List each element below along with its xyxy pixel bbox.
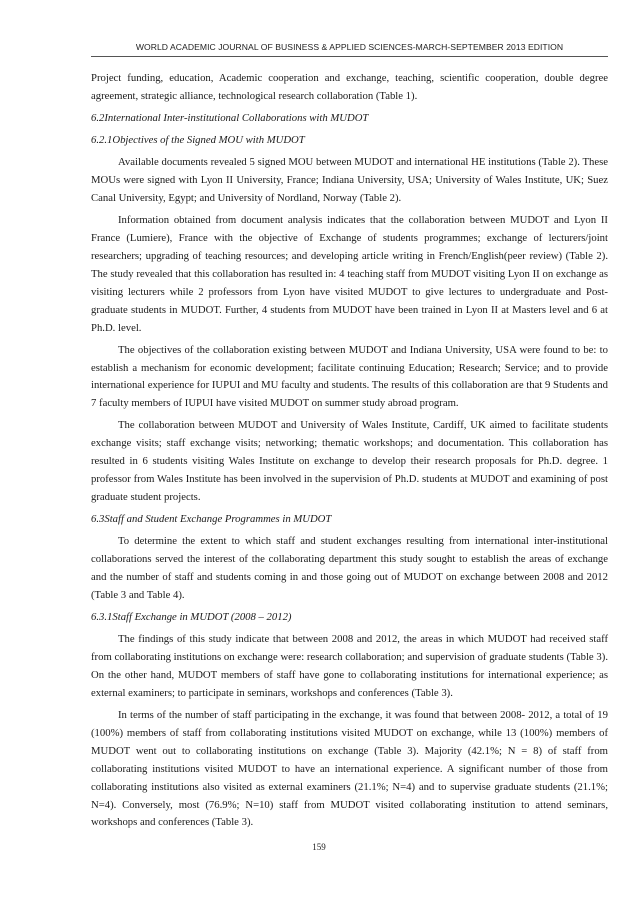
running-header: WORLD ACADEMIC JOURNAL OF BUSINESS & APPLIED SCIENCES-MARCH-SEPTEMBER 2013 EDITION <box>91 42 608 57</box>
paragraph-intro: Project funding, education, Academic cooperation and exchange, teaching, scientific cooperation, double degree agreement, strategic alliance, technological research collaboration (Table 1). <box>91 72 608 102</box>
article-body <box>91 70 608 837</box>
paragraph-staff-numbers: In terms of the number of staff participating in the exchange, it was found that between 2008- 2012, a total of 19 (100%) members of staff from collaborating institutions visited MUDOT on exchange, while 13 (100%) members of MUDOT went out to collaborating institutions on exchange (Table 3). Majority (42.1%; N = 8) of staff from collaborating institutions visited MUDOT to have an international experience. A significant number of those from collaborating institutions also visited as external examiners (21.1%; N=4) and to supervise graduate students (21.1%; N=4). Conversely, most (76.9%; N=10) staff from MUDOT visited collaborating institution to attend seminars, workshops and conferences (Table 3). <box>91 708 608 829</box>
subsection-heading-6-3-1: 6.3.1Staff Exchange in MUDOT (2008 – 2012) <box>91 611 292 624</box>
paragraph-staff-findings: The findings of this study indicate that between 2008 and 2012, the areas in which MUDOT had received staff from collaborating institutions on exchange were: research collaboration; and supervision of graduate students (Table 3). On the other hand, MUDOT members of staff have gone to collaborating institutions for international experience; as external examiners; to participate in seminars, workshops and conferences (Table 3). <box>91 633 608 699</box>
paragraph-indiana-collaboration: The objectives of the collaboration existing between MUDOT and Indiana University, USA were found to be: to establish a mechanism for economic development; facilitate continuing Education; Research; Service; and to provide international experience for IUPUI and MU faculty and students. The results of this collaboration are that 9 Students and 7 faculty members of IUPUI have visited MUDOT on summer study abroad program. <box>91 343 608 410</box>
paragraph-signed-mou: Available documents revealed 5 signed MOU between MUDOT and international HE institutions (Table 2). These MOUs were signed with Lyon II University, France; Indiana University, USA; University of Wales Institute, UK; Suez Canal University, Egypt; and University of Nordland, Norway (Table 2). <box>91 156 608 204</box>
subsection-heading-6-2-1: 6.2.1Objectives of the Signed MOU with MUDOT <box>91 134 305 147</box>
section-heading-6-2: 6.2International Inter-institutional Collaborations with MUDOT <box>91 112 369 124</box>
paragraph-exchange-extent: To determine the extent to which staff and student exchanges resulting from international inter-institutional collaborations served the interest of the collaborating department this study sought to establish the areas of exchange and the number of staff and students coming in and those going out of MUDOT on exchange between 2008 and 2012 (Table 3 and Table 4). <box>91 535 608 601</box>
paragraph-lyon-collaboration: Information obtained from document analysis indicates that the collaboration between MUDOT and Lyon II France (Lumiere), France with the objective of Exchange of students programmes; exchange of lecturers/joint researchers; upgrading of teaching resources; and developing article writing in French/English(peer review) (Table 2). The study revealed that this collaboration has resulted in: 4 teaching staff from MUDOT visiting Lyon II on exchange as visiting lecturers while 2 professors from Lyon have visited MUDOT to give lectures to undergraduate and Post-graduate students in MUDOT. Further, 4 students from MUDOT have been trained in Lyon II at Masters level and 6 at Ph.D. level. <box>91 214 608 334</box>
paragraph-wales-collaboration: The collaboration between MUDOT and University of Wales Institute, Cardiff, UK aimed to facilitate students exchange visits; staff exchange visits; networking; thematic workshops; and documentation. This collaboration has resulted in 6 students visiting Wales Institute on exchange to develop their research proposals for Ph.D. degree. 1 professor from Wales Institute has been involved in the supervision of Ph.D. students at MUDOT and examining of post graduate student projects. <box>91 419 608 504</box>
section-heading-6-3: 6.3Staff and Student Exchange Programmes in MUDOT <box>91 513 332 526</box>
page-number: 159 <box>312 842 326 852</box>
